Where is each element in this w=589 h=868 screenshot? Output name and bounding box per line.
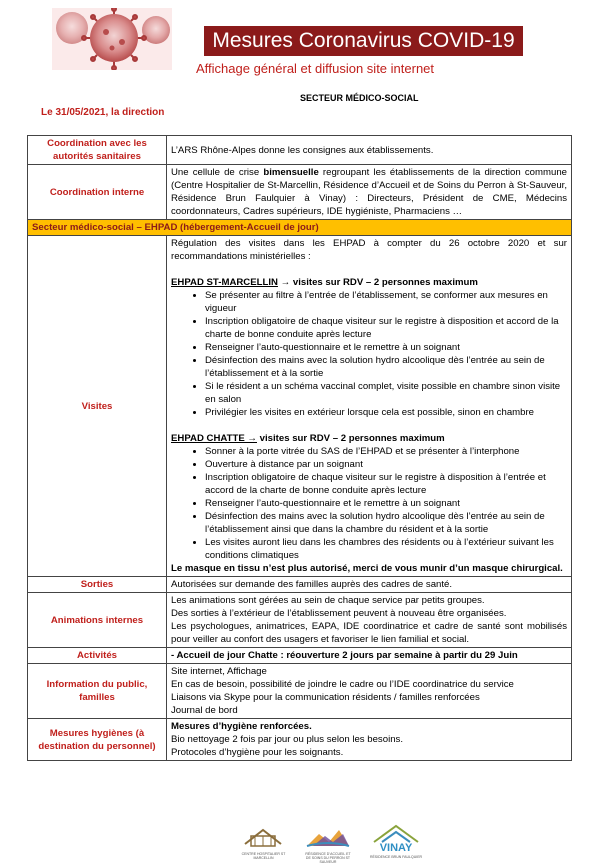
- row-visites: [28, 236, 572, 577]
- list-item: • Les visites auront lieu dans les chambres des résidents ou à l’extérieur suivant les conditions climatiques: [205, 536, 567, 562]
- row-line: En cas de besoin, possibilité de joindre le cadre ou l’IDE coordinatrice du service: [171, 679, 514, 690]
- row-line: Liaisons via Skype pour la communication résidents / familles renforcées: [171, 692, 480, 703]
- mask-notice: Le masque en tissu n’est plus autorisé, merci de vous munir d’un masque chirurgical.: [171, 563, 563, 574]
- list-item: • Renseigner l’auto-questionnaire et le remettre à un soignant: [205, 341, 567, 354]
- list-item: • Se présenter au filtre à l’entrée de l’établissement, se conformer aux mesures en vigueur: [205, 289, 567, 315]
- page-subtitle: Affichage général et diffusion site internet: [196, 61, 435, 76]
- list-item: • Inscription obligatoire de chaque visiteur sur le registre à disposition à l’entrée et accord de la charte de bonne conduite après lecture: [205, 471, 567, 497]
- row-activites: [28, 648, 572, 664]
- row-line: Protocoles d’hygiène pour les soignants.: [171, 747, 344, 758]
- st-marcellin-list: [171, 289, 567, 419]
- list-item: • Sonner à la porte vitrée du SAS de l’EHPAD et se présenter à l’interphone: [205, 445, 567, 458]
- footer-logos: [241, 822, 431, 862]
- vinay-logo-subtext: RÉSIDENCE BRUN FAULQUIER: [369, 855, 423, 859]
- list-item: • Désinfection des mains avec la solution hydro alcoolique dès l’entrée au sein de l’établissement ainsi que dans la chambre du résident et à la sortie: [205, 510, 567, 536]
- chatte-list: [171, 445, 567, 562]
- row-line: Les animations sont gérées au sein de chaque service par petits groupes.: [171, 595, 485, 606]
- row-label: Mesures hygiènes (à destination du personnel): [28, 719, 167, 761]
- row-line: Des sorties à l’extérieur de l’établissement peuvent à nouveau être organisées.: [171, 608, 507, 619]
- list-item: • Privilégier les visites en extérieur lorsque cela est possible, sinon en chambre: [205, 406, 567, 419]
- row-animations: [28, 593, 572, 648]
- section-band-label: Secteur médico-social – EHPAD (hébergement-Accueil de jour): [28, 220, 572, 236]
- row-label: Coordination avec les autorités sanitaires: [28, 136, 167, 165]
- row-line: Site internet, Affichage: [171, 666, 267, 677]
- date-line: Le 31/05/2021, la direction: [41, 107, 165, 118]
- row-content: [167, 593, 572, 648]
- heading-rest: → visites sur RDV – 2 personnes maximum: [277, 277, 478, 288]
- row-label: Sorties: [28, 577, 167, 593]
- heading-title: EHPAD CHATTE →: [171, 433, 257, 444]
- perron-logo-text: RÉSIDENCE D’ACCUEIL ET DE SOINS DU PERRON ST SAUVEUR: [305, 852, 351, 864]
- row-content: [167, 236, 572, 577]
- heading-title: EHPAD ST-MARCELLIN: [171, 277, 278, 288]
- measures-table: [27, 135, 572, 761]
- coronavirus-image: [52, 8, 172, 70]
- page-title: Mesures Coronavirus COVID-19: [204, 26, 523, 56]
- perron-logo: [303, 822, 353, 862]
- row-content: - Accueil de jour Chatte : réouverture 2 jours par semaine à partir du 29 Juin: [167, 648, 572, 664]
- row-text: L’ARS Rhône-Alpes donne les consignes aux établissements.: [171, 144, 434, 156]
- row-line: Journal de bord: [171, 705, 238, 716]
- list-item: • Ouverture à distance par un soignant: [205, 458, 567, 471]
- row-line: Mesures d’hygiène renforcées.: [171, 721, 312, 732]
- row-sorties: [28, 577, 572, 593]
- row-content: [167, 664, 572, 719]
- row-coordination-autorites: [28, 136, 572, 165]
- ch-st-marcellin-logo: [241, 822, 286, 862]
- row-label: Visites: [28, 236, 167, 577]
- row-line: Les psychologues, animatrices, EAPA, IDE coordinatrice et cadre de santé sont mobilisés pour veiller au confort des usagers et favoriser le lien familial et social.: [171, 621, 567, 645]
- text-bold: bimensuelle: [263, 167, 319, 178]
- row-label: Coordination interne: [28, 165, 167, 220]
- row-line: Bio nettoyage 2 fois par jour ou plus selon les besoins.: [171, 734, 403, 745]
- row-label: Animations internes: [28, 593, 167, 648]
- row-information: [28, 664, 572, 719]
- vinay-logo: [366, 822, 426, 862]
- row-label: Information du public, familles: [28, 664, 167, 719]
- ehpad-chatte-heading: [171, 432, 567, 445]
- heading-rest: visites sur RDV – 2 personnes maximum: [257, 433, 445, 444]
- row-label: Activités: [28, 648, 167, 664]
- text-part: Une cellule de crise: [171, 167, 264, 178]
- sector-heading: SECTEUR MÉDICO-SOCIAL: [300, 93, 419, 103]
- row-coordination-interne: [28, 165, 572, 220]
- list-item: • Désinfection des mains avec la solution hydro alcoolique dès l’entrée au sein de l’établissement et à la sortie: [205, 354, 567, 380]
- row-content: [167, 165, 572, 220]
- row-content: [167, 136, 572, 165]
- vinay-logo-text: VINAY: [379, 842, 413, 854]
- row-content: [167, 719, 572, 761]
- row-content: Autorisées sur demande des familles auprès des cadres de santé.: [167, 577, 572, 593]
- list-item: • Renseigner l’auto-questionnaire et le remettre à un soignant: [205, 497, 567, 510]
- list-item: • Inscription obligatoire de chaque visiteur sur le registre à disposition et accord de la charte de bonne conduite après lecture: [205, 315, 567, 341]
- ch-logo-text: CENTRE HOSPITALIER ST MARCELLIN: [241, 852, 286, 860]
- list-item: • Si le résident a un schéma vaccinal complet, visite possible en chambre sinon visite en salon: [205, 380, 567, 406]
- row-hygiene: [28, 719, 572, 761]
- text-part: regroupant les établissements de la direction commune (Centre Hospitalier de St-Marcellin, Résidence d’Accueil et de Soins du Perron à St-Sauveur, Résidence Brun Faulquier à Vinay) : Directeurs, Président de CME, Médecins coordonnateurs, Cadres supérieurs, IDE hygiéniste, Pharmaciens …: [171, 167, 568, 217]
- ehpad-st-marcellin-heading: [171, 276, 567, 289]
- section-band: [28, 220, 572, 236]
- visites-intro: Régulation des visites dans les EHPAD à compter du 26 octobre 2020 et sur recommandations ministérielles :: [171, 238, 567, 262]
